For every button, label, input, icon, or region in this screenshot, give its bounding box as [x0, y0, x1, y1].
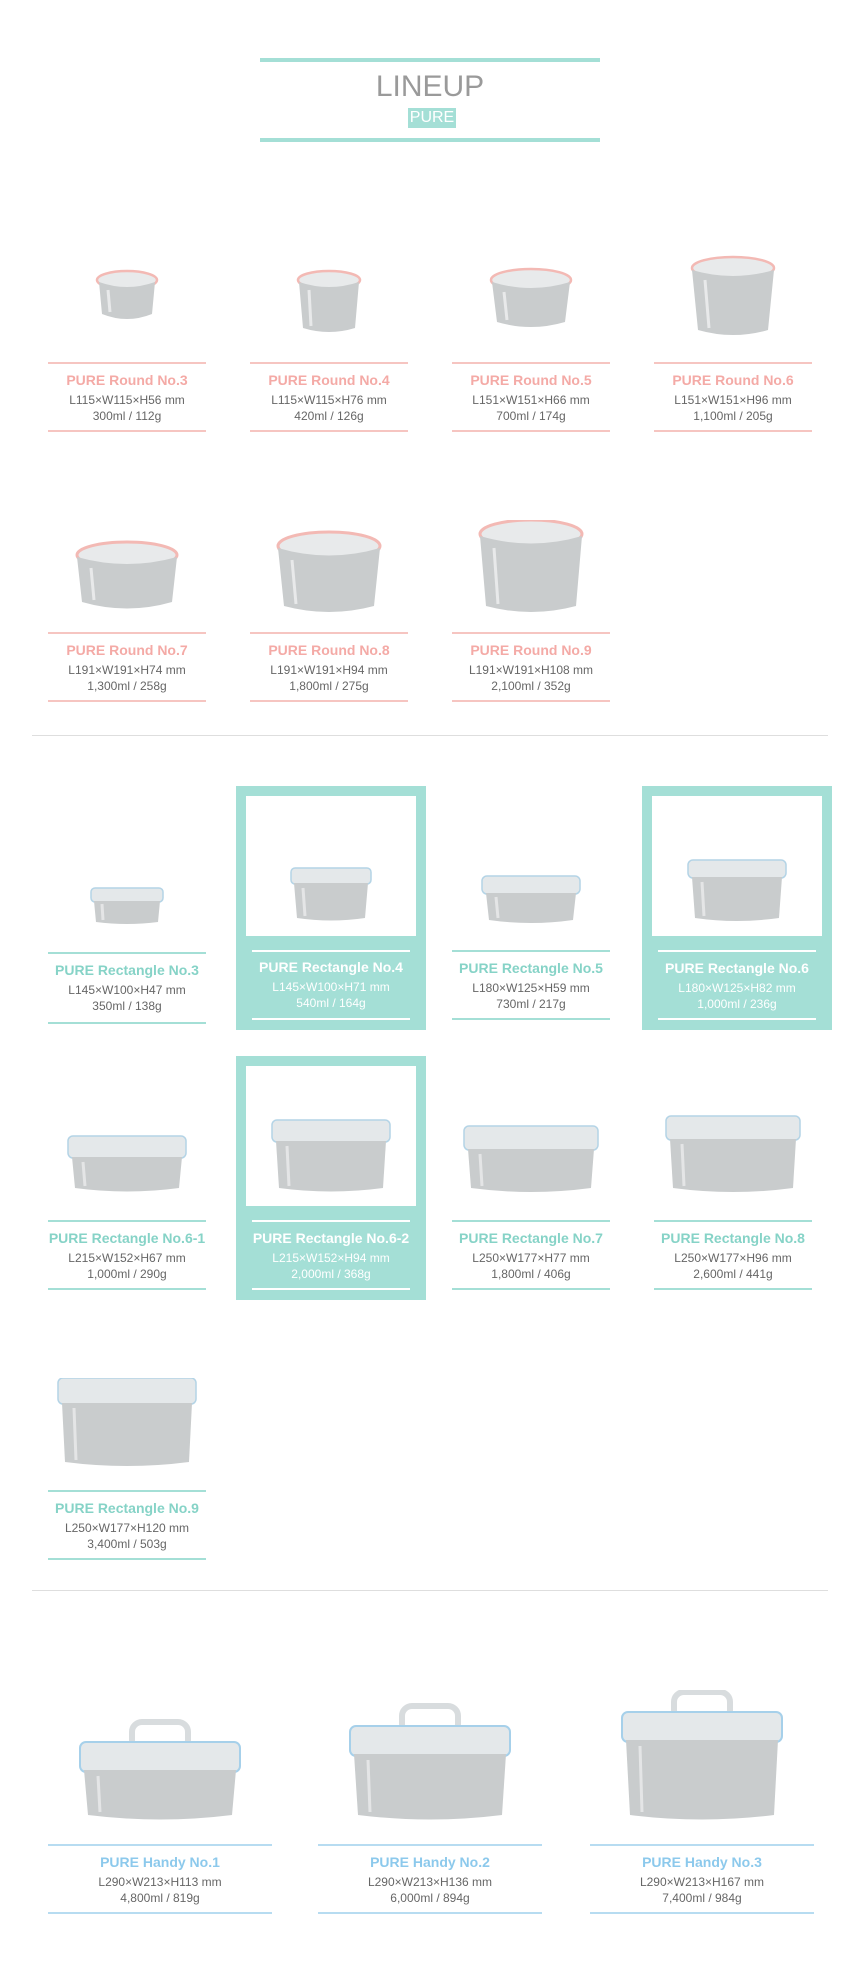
product-card-round-8[interactable] [250, 520, 408, 705]
product-card-round-3[interactable] [48, 250, 206, 435]
product-dimensions: L145×W100×H71 mm [272, 980, 390, 994]
card-top-line [654, 362, 812, 364]
card-top-line [48, 362, 206, 364]
product-name: PURE Rectangle No.9 [55, 1500, 199, 1516]
product-name: PURE Round No.7 [66, 642, 188, 658]
card-top-line [48, 1490, 206, 1492]
product-card-rectangle-6-2[interactable] [252, 1108, 410, 1298]
rectangle-container-image [252, 1108, 410, 1208]
product-capacity: 2,100ml / 352g [491, 679, 571, 693]
product-card-handy-2[interactable] [318, 1690, 542, 1918]
card-top-line [250, 362, 408, 364]
rectangle-container-image [48, 1378, 206, 1478]
card-bottom-line [250, 700, 408, 702]
card-bottom-line [658, 1018, 816, 1020]
product-name: PURE Rectangle No.3 [55, 962, 199, 978]
product-capacity: 350ml / 138g [92, 999, 162, 1013]
rectangle-container-image [654, 1108, 812, 1208]
card-top-line [452, 362, 610, 364]
product-card-handy-3[interactable] [590, 1690, 814, 1918]
card-top-line [48, 632, 206, 634]
card-top-line [48, 952, 206, 954]
product-capacity: 700ml / 174g [496, 409, 566, 423]
brand-badge: PURE [409, 109, 455, 126]
handy-container-image [48, 1690, 272, 1840]
product-capacity: 3,400ml / 503g [87, 1537, 167, 1551]
card-top-line [452, 950, 610, 952]
rectangle-container-image [48, 838, 206, 938]
card-bottom-line [48, 1288, 206, 1290]
product-card-round-5[interactable] [452, 250, 610, 435]
card-bottom-line [48, 430, 206, 432]
card-bottom-line [452, 700, 610, 702]
card-top-line [318, 1844, 542, 1846]
rectangle-container-image [452, 1108, 610, 1208]
card-top-line [654, 1220, 812, 1222]
handy-container-image [318, 1690, 542, 1840]
product-name: PURE Rectangle No.5 [459, 960, 603, 976]
handy-container-image [590, 1690, 814, 1840]
product-name: PURE Round No.5 [470, 372, 592, 388]
product-card-round-9[interactable] [452, 520, 610, 705]
product-dimensions: L215×W152×H94 mm [272, 1251, 390, 1265]
card-bottom-line [250, 430, 408, 432]
product-dimensions: L180×W125×H59 mm [472, 981, 590, 995]
product-card-round-6[interactable] [654, 250, 812, 435]
card-bottom-line [654, 1288, 812, 1290]
page-title: LINEUP [375, 70, 485, 103]
product-capacity: 1,100ml / 205g [693, 409, 773, 423]
product-dimensions: L215×W152×H67 mm [68, 1251, 186, 1265]
product-capacity: 7,400ml / 984g [662, 1891, 742, 1905]
card-top-line [252, 950, 410, 952]
product-card-rectangle-9[interactable] [48, 1378, 206, 1568]
lineup-header [260, 58, 600, 142]
card-bottom-line [318, 1912, 542, 1914]
round-container-image [48, 520, 206, 620]
product-name: PURE Rectangle No.8 [661, 1230, 805, 1246]
card-bottom-line [452, 1018, 610, 1020]
product-name: PURE Round No.8 [268, 642, 390, 658]
product-card-handy-1[interactable] [48, 1690, 272, 1918]
card-bottom-line [452, 1288, 610, 1290]
product-capacity: 420ml / 126g [294, 409, 364, 423]
card-bottom-line [252, 1018, 410, 1020]
card-top-line [658, 950, 816, 952]
product-capacity: 300ml / 112g [92, 409, 162, 423]
product-dimensions: L115×W115×H56 mm [69, 393, 185, 407]
section-divider [32, 1590, 828, 1591]
product-capacity: 1,000ml / 290g [87, 1267, 167, 1281]
round-container-image [452, 250, 610, 350]
product-name: PURE Rectangle No.6-1 [48, 1230, 206, 1246]
product-card-rectangle-6[interactable] [658, 838, 816, 1028]
product-card-round-4[interactable] [250, 250, 408, 435]
product-capacity: 1,300ml / 258g [87, 679, 167, 693]
product-dimensions: L191×W191×H94 mm [270, 663, 388, 677]
product-dimensions: L290×W213×H113 mm [98, 1875, 222, 1889]
product-card-rectangle-3[interactable] [48, 838, 206, 1028]
product-name: PURE Round No.9 [470, 642, 592, 658]
product-dimensions: L250×W177×H120 mm [64, 1521, 190, 1535]
rectangle-container-image [252, 838, 410, 938]
product-card-round-7[interactable] [48, 520, 206, 705]
product-card-rectangle-8[interactable] [654, 1108, 812, 1298]
card-bottom-line [590, 1912, 814, 1914]
card-bottom-line [252, 1288, 410, 1290]
product-name: PURE Rectangle No.7 [459, 1230, 603, 1246]
product-name: PURE Round No.3 [66, 372, 188, 388]
product-name: PURE Handy No.2 [370, 1854, 490, 1870]
product-capacity: 4,800ml / 819g [120, 1891, 200, 1905]
card-bottom-line [452, 430, 610, 432]
product-capacity: 6,000ml / 894g [390, 1891, 470, 1905]
product-name: PURE Round No.4 [268, 372, 390, 388]
round-container-image [250, 520, 408, 620]
card-top-line [452, 632, 610, 634]
section-divider [32, 735, 828, 736]
product-dimensions: L290×W213×H167 mm [639, 1875, 765, 1889]
card-top-line [590, 1844, 814, 1846]
product-dimensions: L191×W191×H74 mm [68, 663, 186, 677]
product-capacity: 730ml / 217g [496, 997, 566, 1011]
header-top-rule [260, 58, 600, 62]
product-dimensions: L290×W213×H136 mm [367, 1875, 493, 1889]
card-top-line [252, 1220, 410, 1222]
rectangle-container-image [658, 838, 816, 938]
product-name: PURE Handy No.3 [642, 1854, 762, 1870]
product-dimensions: L151×W151×H66 mm [472, 393, 590, 407]
product-dimensions: L151×W151×H96 mm [674, 393, 792, 407]
product-name: PURE Rectangle No.6-2 [252, 1230, 410, 1246]
product-dimensions: L145×W100×H47 mm [68, 983, 186, 997]
product-name: PURE Handy No.1 [100, 1854, 220, 1870]
product-name: PURE Round No.6 [672, 372, 794, 388]
product-dimensions: L250×W177×H77 mm [472, 1251, 590, 1265]
round-container-image [250, 250, 408, 350]
product-dimensions: L250×W177×H96 mm [674, 1251, 792, 1265]
product-card-rectangle-5[interactable] [452, 838, 610, 1028]
card-bottom-line [48, 1912, 272, 1914]
round-container-image [48, 250, 206, 350]
product-name: PURE Rectangle No.4 [259, 959, 403, 975]
product-capacity: 2,600ml / 441g [693, 1267, 773, 1281]
product-name: PURE Rectangle No.6 [665, 960, 809, 976]
product-card-rectangle-7[interactable] [452, 1108, 610, 1298]
product-capacity: 1,800ml / 275g [289, 679, 369, 693]
product-capacity: 540ml / 164g [296, 996, 366, 1010]
header-bottom-rule [260, 138, 600, 142]
product-dimensions: L191×W191×H108 mm [468, 663, 594, 677]
card-bottom-line [48, 1558, 206, 1560]
card-top-line [452, 1220, 610, 1222]
rectangle-container-image [452, 838, 610, 938]
card-top-line [48, 1220, 206, 1222]
product-card-rectangle-6-1[interactable] [48, 1108, 206, 1298]
round-container-image [452, 520, 610, 620]
card-bottom-line [48, 1022, 206, 1024]
round-container-image [654, 250, 812, 350]
product-dimensions: L115×W115×H76 mm [271, 393, 387, 407]
product-capacity: 2,000ml / 368g [291, 1267, 371, 1281]
card-bottom-line [654, 430, 812, 432]
rectangle-container-image [48, 1108, 206, 1208]
product-card-rectangle-4[interactable] [252, 838, 410, 1028]
card-top-line [48, 1844, 272, 1846]
card-top-line [250, 632, 408, 634]
product-dimensions: L180×W125×H82 mm [678, 981, 796, 995]
product-capacity: 1,000ml / 236g [697, 997, 777, 1011]
card-bottom-line [48, 700, 206, 702]
product-capacity: 1,800ml / 406g [491, 1267, 571, 1281]
